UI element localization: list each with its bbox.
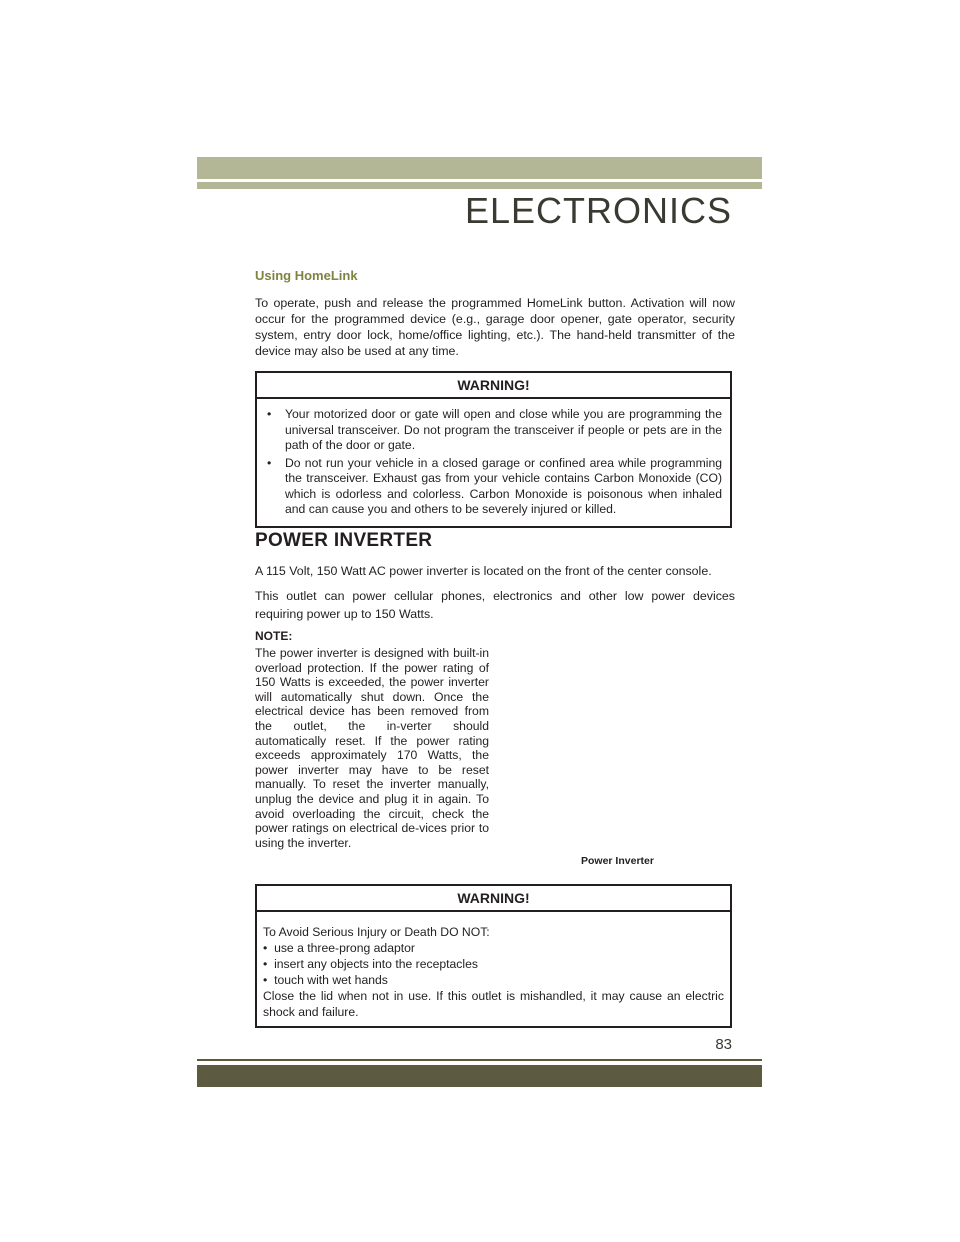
bullet-icon: •: [263, 941, 268, 955]
note-label: NOTE:: [255, 629, 293, 643]
warning-bullet-text: Do not run your vehicle in a closed garage or confined area while programming the transceiver. Exhaust gas from your vehicle contains Carbon Monoxide (CO) which is odorless and colorless. Carbon Monoxide is poisonous when inhaled and can cause you and others to be severely injured or killed.: [285, 455, 722, 516]
warning-bullet: [263, 940, 724, 956]
footer-band: [197, 1065, 762, 1087]
warning-body: [257, 399, 730, 526]
figure-caption: Power Inverter: [581, 855, 654, 867]
page-number: 83: [715, 1036, 732, 1053]
warning-bullet-text: use a three-prong adaptor: [274, 941, 415, 955]
warning-bullet: [265, 407, 722, 454]
warning-intro: To Avoid Serious Injury or Death DO NOT:: [263, 925, 490, 939]
header-rule: [197, 182, 762, 189]
warning-bullet-text: Your motorized door or gate will open and close while you are programming the universal transceiver. Do not program the transceiver if people or pets are in the path of the door or gate.: [285, 407, 722, 452]
bullet-icon: •: [267, 407, 272, 421]
warning-body: [257, 912, 730, 1026]
power-inverter-para1: A 115 Volt, 150 Watt AC power inverter is located on the front of the center console.: [255, 564, 712, 578]
power-inverter-figure: [505, 640, 731, 850]
warning-closing: Close the lid when not in use. If this outlet is mishandled, it may cause an electric shock and failure.: [263, 989, 724, 1019]
homelink-subhead: Using HomeLink: [255, 268, 358, 283]
bullet-icon: •: [267, 455, 272, 470]
warning-bullet-text: touch with wet hands: [274, 973, 388, 987]
section-title: ELECTRONICS: [464, 190, 732, 231]
power-inverter-para2: This outlet can power cellular phones, electronics and other low power devices requiring power up to 150 Watts.: [255, 589, 735, 621]
warning-title: WARNING!: [257, 886, 730, 912]
homelink-paragraph: To operate, push and release the programmed HomeLink button. Activation will now occur for the programmed device (e.g., garage door opener, gate operator, security system, entry door lock, home/office lighting, etc.). The hand-held transmitter of the device may also be used at any time.: [255, 296, 735, 358]
bullet-icon: •: [263, 973, 268, 987]
warning-box-1: [255, 371, 732, 528]
warning-bullet: [263, 956, 724, 972]
warning-bullet-text: insert any objects into the receptacles: [274, 957, 478, 971]
warning-box-2: [255, 884, 732, 1028]
warning-title: WARNING!: [257, 373, 730, 399]
bullet-icon: •: [263, 957, 268, 971]
power-inverter-heading: POWER INVERTER: [255, 530, 433, 551]
note-text: The power inverter is designed with built-in overload protection. If the power rating of 150 Watts is exceeded, the power inverter will automatically shut down. Once the electrical device has been removed from the outlet, the in-verter should automatically reset. If the power rating exceeds approximately 170 Watts, the power inverter may have to be reset manually. To reset the inverter manually, unplug the device and plug it in again. To avoid overloading the circuit, check the power ratings on electrical de-vices prior to using the inverter.: [255, 646, 489, 850]
warning-bullet: [265, 456, 722, 518]
header-band: [197, 157, 762, 179]
footer-rule: [197, 1059, 762, 1061]
warning-bullet: [263, 972, 724, 988]
